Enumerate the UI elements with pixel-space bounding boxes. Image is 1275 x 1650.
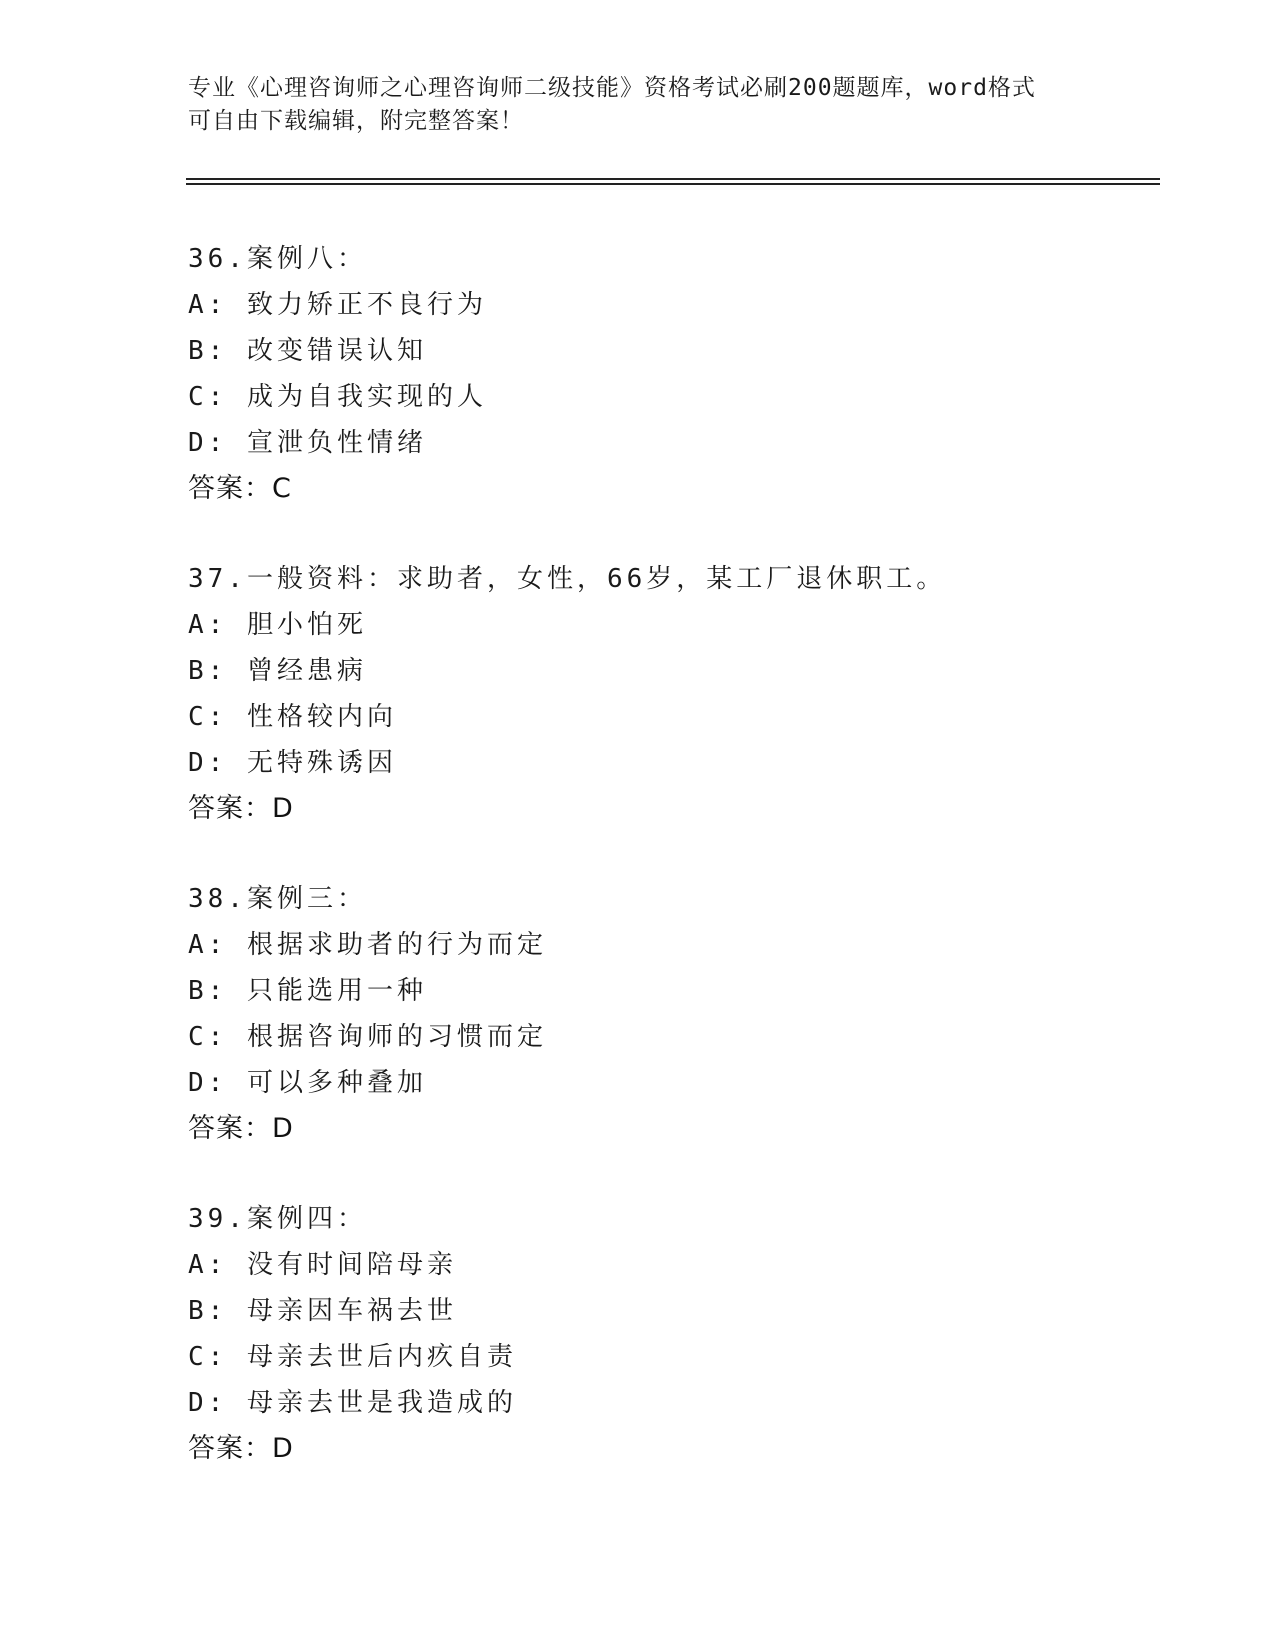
question-36 bbox=[188, 236, 1148, 512]
option-b: B: 改变错误认知 bbox=[188, 336, 427, 366]
option-a: A: 胆小怕死 bbox=[188, 610, 367, 640]
answer-row bbox=[188, 1426, 1148, 1472]
answer-row bbox=[188, 466, 1148, 512]
question-stem: 37.一般资料：求助者，女性，66岁，某工厂退休职工。 bbox=[188, 564, 947, 594]
option-d: D: 无特殊诱因 bbox=[188, 748, 397, 778]
header-divider-bottom bbox=[186, 183, 1160, 185]
answer-label: 答案： bbox=[188, 793, 272, 824]
answer-row bbox=[188, 1106, 1148, 1152]
option-d: D: 宣泄负性情绪 bbox=[188, 428, 427, 458]
option-a: A: 致力矫正不良行为 bbox=[188, 290, 487, 320]
option-c: C: 成为自我实现的人 bbox=[188, 382, 487, 412]
header-title-line-2: 可自由下载编辑，附完整答案！ bbox=[188, 108, 524, 134]
answer-label: 答案： bbox=[188, 1113, 272, 1144]
option-a: A: 根据求助者的行为而定 bbox=[188, 930, 547, 960]
option-c: C: 性格较内向 bbox=[188, 702, 397, 732]
header-divider-top bbox=[186, 178, 1160, 180]
option-c: C: 根据咨询师的习惯而定 bbox=[188, 1022, 547, 1052]
answer-label: 答案： bbox=[188, 1433, 272, 1464]
answer-value: C bbox=[272, 473, 291, 504]
question-37 bbox=[188, 556, 1148, 832]
answer-row bbox=[188, 786, 1148, 832]
question-stem: 38.案例三： bbox=[188, 884, 367, 914]
answer-value: D bbox=[272, 793, 293, 824]
question-38 bbox=[188, 876, 1148, 1152]
option-d: D: 母亲去世是我造成的 bbox=[188, 1388, 517, 1418]
option-b: B: 只能选用一种 bbox=[188, 976, 427, 1006]
answer-label: 答案： bbox=[188, 473, 272, 504]
option-d: D: 可以多种叠加 bbox=[188, 1068, 427, 1098]
header-title-line-1: 专业《心理咨询师之心理咨询师二级技能》资格考试必刷200题题库，word格式 bbox=[188, 75, 1036, 101]
question-list bbox=[188, 236, 1148, 1516]
answer-value: D bbox=[272, 1113, 293, 1144]
document-header bbox=[188, 72, 1088, 138]
option-a: A: 没有时间陪母亲 bbox=[188, 1250, 457, 1280]
option-b: B: 曾经患病 bbox=[188, 656, 367, 686]
question-stem: 36.案例八： bbox=[188, 244, 367, 274]
question-39 bbox=[188, 1196, 1148, 1472]
option-b: B: 母亲因车祸去世 bbox=[188, 1296, 457, 1326]
answer-value: D bbox=[272, 1433, 293, 1464]
question-stem: 39.案例四： bbox=[188, 1204, 367, 1234]
option-c: C: 母亲去世后内疚自责 bbox=[188, 1342, 517, 1372]
